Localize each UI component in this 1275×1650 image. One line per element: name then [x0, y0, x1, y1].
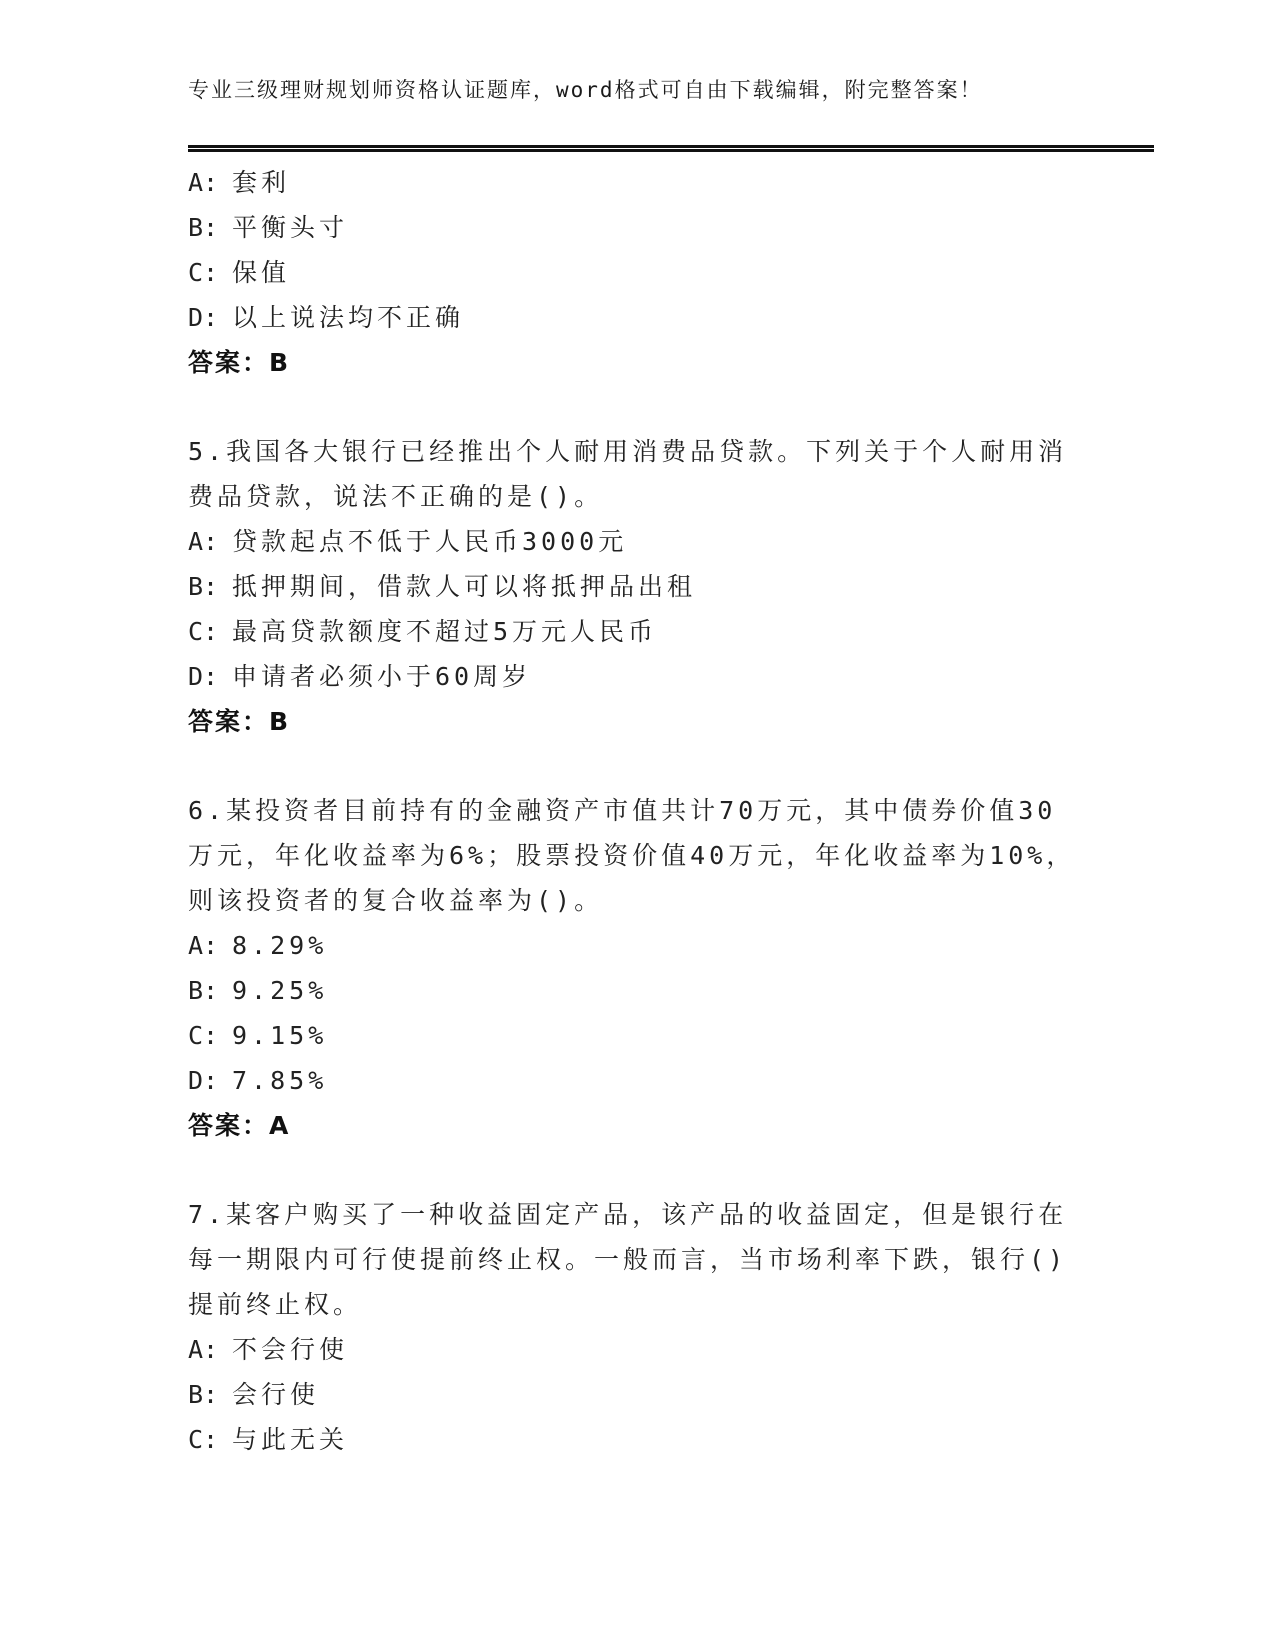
- option-letter: B:: [188, 976, 219, 1005]
- question-stem: 则该投资者的复合收益率为()。: [188, 886, 604, 915]
- option-text: 最高贷款额度不超过5万元人民币: [232, 617, 658, 646]
- spacer: [188, 1148, 1068, 1192]
- option-letter: C:: [188, 1021, 219, 1050]
- answer-line: 答案：B: [188, 348, 291, 377]
- option-a: [188, 923, 1068, 968]
- option-text: 9.15%: [232, 1021, 328, 1050]
- answer-line: 答案：B: [188, 707, 291, 736]
- option-letter: A:: [188, 1335, 219, 1364]
- option-text: 保值: [232, 258, 291, 287]
- option-b: [188, 1372, 1068, 1417]
- option-letter: A:: [188, 527, 219, 556]
- page-header: 专业三级理财规划师资格认证题库，word格式可自由下载编辑，附完整答案！: [188, 78, 983, 102]
- option-a: [188, 160, 1068, 205]
- question-stem: 7.某客户购买了一种收益固定产品，该产品的收益固定，但是银行在: [188, 1200, 1068, 1229]
- option-text: 8.29%: [232, 931, 328, 960]
- question-stem: 每一期限内可行使提前终止权。一般而言，当市场利率下跌，银行(): [188, 1245, 1068, 1274]
- option-text: 与此无关: [232, 1425, 349, 1454]
- option-letter: D:: [188, 662, 219, 691]
- option-letter: B:: [188, 572, 219, 601]
- spacer: [188, 744, 1068, 788]
- header-divider: [188, 145, 1154, 148]
- question-stem: 5.我国各大银行已经推出个人耐用消费品贷款。下列关于个人耐用消: [188, 437, 1068, 466]
- option-letter: C:: [188, 258, 219, 287]
- question-stem: 6.某投资者目前持有的金融资产市值共计70万元，其中债券价值30: [188, 796, 1057, 825]
- option-letter: A:: [188, 931, 219, 960]
- option-c: [188, 1417, 1068, 1462]
- option-text: 抵押期间，借款人可以将抵押品出租: [232, 572, 697, 601]
- question-stem: 费品贷款，说法不正确的是()。: [188, 482, 604, 511]
- option-text: 套利: [232, 168, 291, 197]
- option-b: [188, 564, 1068, 609]
- option-text: 会行使: [232, 1380, 320, 1409]
- option-text: 不会行使: [232, 1335, 349, 1364]
- option-letter: D:: [188, 303, 219, 332]
- option-c: [188, 1013, 1068, 1058]
- option-b: [188, 968, 1068, 1013]
- option-d: [188, 654, 1068, 699]
- option-text: 平衡头寸: [232, 213, 349, 242]
- option-d: [188, 295, 1068, 340]
- option-text: 9.25%: [232, 976, 328, 1005]
- option-b: [188, 205, 1068, 250]
- option-text: 以上说法均不正确: [232, 303, 465, 332]
- spacer: [188, 385, 1068, 429]
- answer-line: 答案：A: [188, 1111, 291, 1140]
- option-letter: C:: [188, 617, 219, 646]
- option-letter: A:: [188, 168, 219, 197]
- option-letter: B:: [188, 1380, 219, 1409]
- option-d: [188, 1058, 1068, 1103]
- option-letter: D:: [188, 1066, 219, 1095]
- option-letter: B:: [188, 213, 219, 242]
- question-stem: 提前终止权。: [188, 1290, 363, 1319]
- option-letter: C:: [188, 1425, 219, 1454]
- option-c: [188, 609, 1068, 654]
- question-stem: 万元，年化收益率为6%；股票投资价值40万元，年化收益率为10%，: [188, 841, 1076, 870]
- option-text: 贷款起点不低于人民币3000元: [232, 527, 628, 556]
- option-text: 申请者必须小于60周岁: [232, 662, 532, 691]
- option-a: [188, 519, 1068, 564]
- option-c: [188, 250, 1068, 295]
- question-content: [188, 160, 1076, 1462]
- option-text: 7.85%: [232, 1066, 328, 1095]
- option-a: [188, 1327, 1068, 1372]
